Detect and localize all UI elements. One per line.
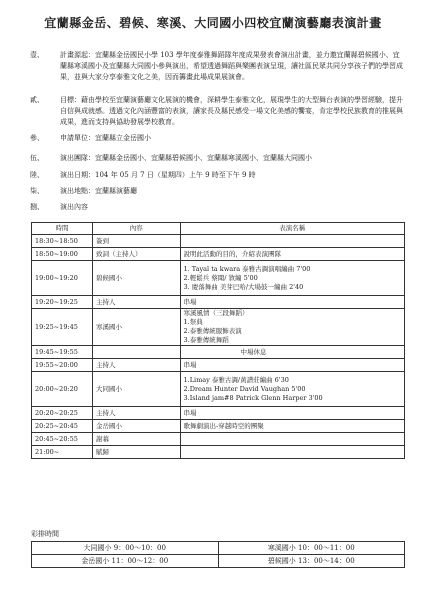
- row-time: 20:45~20:55: [32, 433, 93, 446]
- rehearsal-row: [32, 542, 405, 555]
- section-text: 演出日期：104 年 05 月 7 日（星期四）上午 9 時至下午 9 時: [60, 171, 256, 179]
- table-row: [32, 372, 405, 407]
- page-title: 宜蘭縣金岳、碧候、寒溪、大同國小四校宜蘭演藝廳表演計畫: [44, 16, 382, 30]
- section-label: 伍、: [30, 154, 44, 162]
- section-text: 申請單位：宜蘭縣立金岳國小: [60, 134, 151, 142]
- row-content: 寒溪國小: [93, 309, 181, 346]
- program-line: 歌舞劇演出-穿越時空的團聚: [183, 421, 264, 430]
- section-goal: [30, 95, 404, 128]
- row-content: 金岳國小: [93, 420, 181, 433]
- section-label: 柒、: [30, 187, 44, 195]
- program-line: 串場: [183, 360, 197, 369]
- schedule-table: [31, 222, 405, 459]
- section-text: 演出團隊：宜蘭縣金岳國小、宜蘭縣碧候國小、宜蘭縣寒溪國小、宜蘭縣大同國小: [60, 154, 312, 162]
- table-row: [32, 359, 405, 372]
- table-row: [32, 407, 405, 420]
- row-time: 19:00~19:20: [32, 261, 93, 296]
- section-label: 捌、: [30, 203, 44, 211]
- rehearsal-item: 金岳國小 11：00～12：00: [32, 555, 219, 568]
- program-line: 寒溪風情（三段舞蹈）: [183, 309, 249, 317]
- section-text: 計畫源起：宜蘭縣金岳國民小學 103 學年度泰雅舞蹈隊年度成果發表會演出計畫，並力邀宜蘭縣碧候國小、宜蘭縣寒溪國小及宜蘭縣大同國小參與演出，希望透過舞蹈與樂團表演呈現，讓社區民眾共同分享孩子們的學習成果，並與大家分享泰雅文化之美，因而籌畫此場成果展演會。: [60, 51, 403, 81]
- section-venue: [30, 186, 404, 197]
- row-program: [180, 407, 404, 420]
- section-label: 陸、: [30, 171, 44, 179]
- row-time: 19:25~19:45: [32, 309, 93, 346]
- rehearsal-row: [32, 555, 405, 568]
- row-content: 謝幕: [93, 433, 181, 446]
- row-program: [180, 420, 404, 433]
- row-program: [180, 346, 404, 359]
- table-row: [32, 261, 405, 296]
- row-program: [180, 309, 404, 346]
- header-program: 表演名稱: [180, 223, 404, 235]
- section-date: [30, 170, 404, 181]
- row-time: 20:20~20:25: [32, 407, 93, 420]
- program-line: 中場休息: [240, 347, 267, 356]
- row-content: 主持人: [93, 359, 181, 372]
- program-line: 串場: [183, 408, 197, 417]
- section-label: 貳、: [30, 96, 44, 104]
- table-row: [32, 235, 405, 248]
- table-row: [32, 446, 405, 459]
- program-line: 串場: [183, 297, 197, 306]
- table-row: [32, 420, 405, 433]
- row-program: [180, 248, 404, 261]
- table-row: [32, 433, 405, 446]
- program-line: 2.Dream Hunter David Vaughan 5'00: [183, 384, 306, 393]
- section-label: 參、: [30, 134, 44, 142]
- row-program: [180, 446, 404, 459]
- table-row: [32, 346, 405, 359]
- row-content: 大同國小: [93, 372, 181, 407]
- section-text: 目標：藉由學校至宜蘭演藝廳文化展演的機會，深耕學生泰雅文化，展現學生的大型舞台表演的學習經驗，提升自信與成就感。透過文化內涵豐富的表演，讓家長及縣民感受一場文化美感的饗宴，肯定學校民族教育的推展與成果，進而支持與協助發展學校教育。: [60, 96, 403, 126]
- table-row: [32, 296, 405, 309]
- program-line: 2.輕鬆兵 蔡聞/ 敘編 5'00: [183, 273, 258, 282]
- program-line: 3.Island jam#8 Patrick Glenn Harper 3'00: [183, 393, 323, 402]
- row-program: [180, 296, 404, 309]
- section-teams: [30, 153, 404, 164]
- row-content: 賦歸: [93, 446, 181, 459]
- section-origin: [30, 50, 404, 83]
- row-content: 主持人: [93, 407, 181, 420]
- program-line: 1.Limay 泰雅古調/黃譜莊編曲 6'30: [183, 375, 289, 384]
- row-time: 20:00~20:20: [32, 372, 93, 407]
- row-time: 20:25~20:45: [32, 420, 93, 433]
- row-time: 19:20~19:25: [32, 296, 93, 309]
- row-time: 18:30~18:50: [32, 235, 93, 248]
- table-row: [32, 248, 405, 261]
- row-content: [93, 346, 181, 359]
- rehearsal-table: [31, 541, 405, 568]
- table-row: [32, 309, 405, 346]
- rehearsal-item: 碧候國小 13：00～14：00: [218, 555, 405, 568]
- row-content: 致詞（主持人）: [93, 248, 181, 261]
- row-program: [180, 372, 404, 407]
- section-text: 演出內容: [60, 203, 88, 211]
- row-program: [180, 433, 404, 446]
- row-program: [180, 261, 404, 296]
- row-time: 19:55~20:00: [32, 359, 93, 372]
- section-content: [30, 202, 404, 213]
- program-line: 1. Tayal ta kwara 泰雅古調演唱編曲 7'00: [183, 264, 311, 273]
- row-content: 碧候國小: [93, 261, 181, 296]
- program-line: 2.泰雅傳統服飾表演: [183, 327, 242, 335]
- header-time: 時間: [32, 223, 93, 235]
- table-header-row: [32, 223, 405, 235]
- row-program: [180, 359, 404, 372]
- section-applicant: [30, 133, 404, 144]
- row-time: 21:00~: [32, 446, 93, 459]
- row-content: 主持人: [93, 296, 181, 309]
- row-time: 18:50~19:00: [32, 248, 93, 261]
- program-line: 3.泰雅傳統舞蹈: [183, 336, 229, 344]
- program-line: 說明此活動的目的，介紹表演團隊: [183, 249, 282, 258]
- section-label: 壹、: [30, 51, 44, 59]
- row-time: 19:45~19:55: [32, 346, 93, 359]
- program-line: 1.祭典: [183, 318, 203, 326]
- rehearsal-item: 寒溪國小 10：00～11：00: [218, 542, 405, 555]
- rehearsal-item: 大同國小 9：00～10：00: [32, 542, 219, 555]
- row-program: [180, 235, 404, 248]
- program-line: 3. 慶落舞曲 美芽巴哈/大場鼓一編曲 2'40: [183, 282, 304, 291]
- header-content: 內容: [93, 223, 181, 235]
- rehearsal-title: 彩排時間: [31, 530, 59, 538]
- row-content: 簽到: [93, 235, 181, 248]
- section-text: 演出地點：宜蘭縣演藝廳: [60, 187, 137, 195]
